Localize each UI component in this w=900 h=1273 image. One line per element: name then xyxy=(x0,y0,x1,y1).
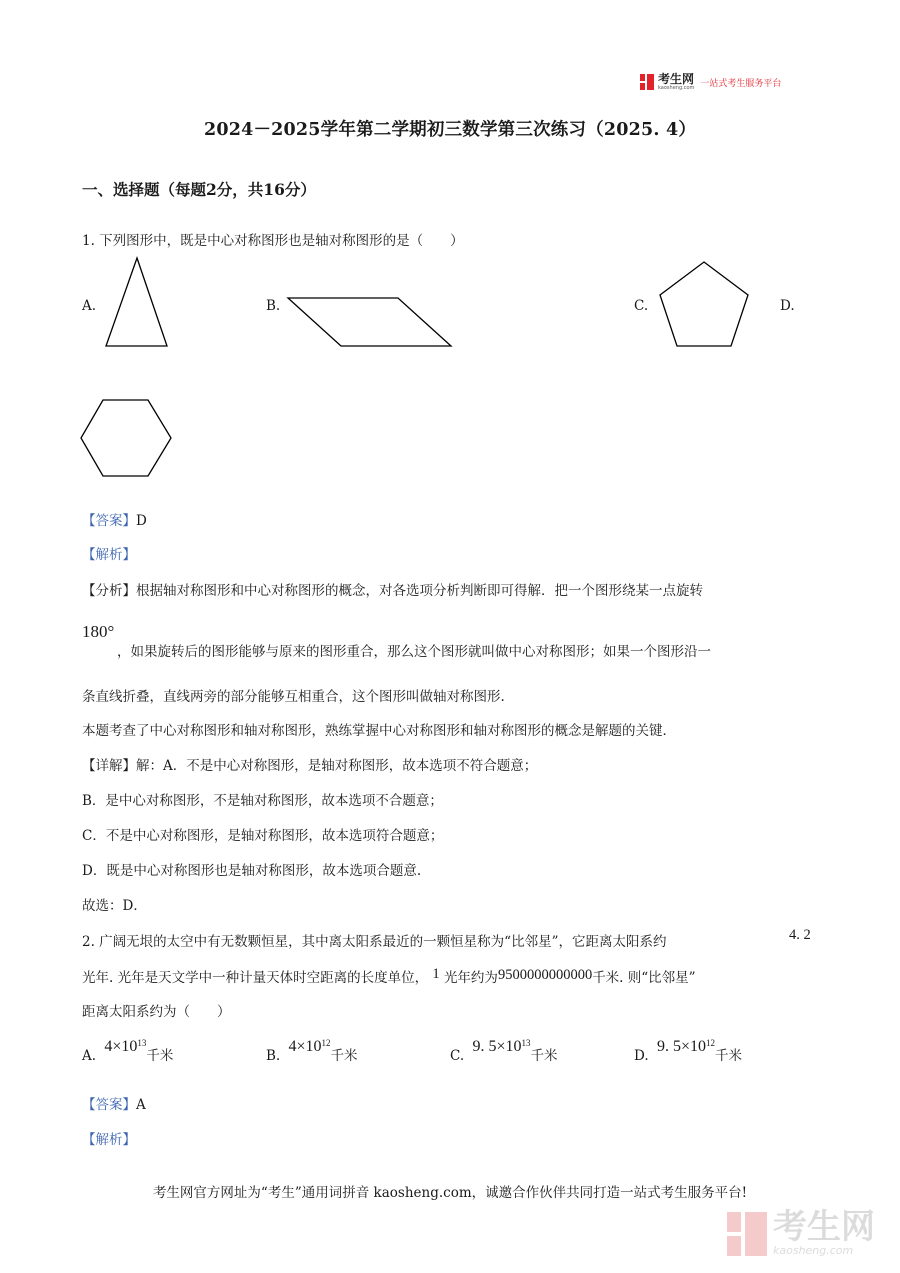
watermark-name: 考生网 xyxy=(773,1207,875,1247)
q2-stem-line: 2. 广阔无垠的太空中有无数颗恒星，其中离太阳系最近的一颗恒星称为“比邻星”，它距离太阳系约 xyxy=(82,934,667,950)
q1-analysis-line: 条直线折叠，直线两旁的部分能够互相重合，这个图形叫做轴对称图形. xyxy=(82,689,505,705)
option-exponent: 13 xyxy=(137,1037,147,1048)
option-label: D. xyxy=(634,1048,649,1064)
logo-slogan: 一站式考生服务平台 xyxy=(700,78,782,89)
q1-analysis-line: ，如果旋转后的图形能够与原来的图形重合，那么这个图形就叫做中心对称图形；如果一个图形沿一 xyxy=(117,644,711,660)
option-unit: 千米 xyxy=(714,1048,742,1064)
answer-value: A xyxy=(136,1097,146,1113)
q1-analysis-line: 本题考查了中心对称图形和轴对称图形，熟练掌握中心对称图形和轴对称图形的概念是解题的关键． xyxy=(82,723,676,739)
q1-analysis-line: 【分析】根据轴对称图形和中心对称图形的概念，对各选项分析判断即可得解．把一个图形绕某一点旋转 xyxy=(82,583,703,599)
q1-detail-line: B．是中心对称图形，不是轴对称图形，故本选项不合题意； xyxy=(82,793,443,809)
header-logo xyxy=(640,72,781,92)
q2-option-b xyxy=(266,1037,358,1065)
option-exponent: 12 xyxy=(321,1037,331,1048)
q1-option-a-label: A. xyxy=(82,298,97,314)
watermark xyxy=(727,1207,875,1257)
logo-name: 考生网 xyxy=(658,71,695,86)
q2-analysis-tag: 【解析】 xyxy=(82,1132,136,1148)
q2-answer xyxy=(82,1093,146,1113)
answer-tag: 【答案】 xyxy=(82,1097,136,1113)
option-exponent: 12 xyxy=(705,1037,715,1048)
option-base: 9. 5×10 xyxy=(656,1038,706,1055)
q2-stem-part: 千米. 则“比邻星” xyxy=(592,970,696,986)
q1-option-b-label: B. xyxy=(266,298,281,314)
option-label: B. xyxy=(266,1048,281,1064)
section-heading: 一、选择题（每题2分，共16分） xyxy=(82,180,316,199)
parallelogram-figure xyxy=(285,294,457,350)
q1-stem: 1. 下列图形中，既是中心对称图形也是轴对称图形的是（ ） xyxy=(82,233,464,249)
q2-stem-part: 光年. 光年是天文学中一种计量天体时空距离的长度单位， xyxy=(82,970,429,986)
angle-value: 180° xyxy=(82,622,115,641)
q2-stem-line: 距离太阳系约为（ ） xyxy=(82,1004,231,1020)
q2-option-c xyxy=(450,1037,558,1065)
q1-detail-line: 【详解】解：A．不是中心对称图形，是轴对称图形，故本选项不符合题意； xyxy=(82,758,538,774)
footer-text: 考生网官方网址为“考生”通用词拼音 kaosheng.com，诚邀合作伙伴共同打造一站式考生服务平台! xyxy=(152,1185,748,1201)
option-exponent: 13 xyxy=(521,1037,531,1048)
option-label: A. xyxy=(82,1048,97,1064)
q1-detail-line: C．不是中心对称图形，是轴对称图形，故本选项符合题意； xyxy=(82,828,444,844)
distance-value: 4. 2 xyxy=(789,927,811,943)
logo-url: kaosheng.com xyxy=(658,84,695,91)
kaosheng-watermark-icon xyxy=(727,1212,767,1256)
one-value: 1 xyxy=(432,966,440,982)
option-base: 9. 5×10 xyxy=(472,1038,522,1055)
q2-option-d xyxy=(634,1037,742,1065)
option-unit: 千米 xyxy=(530,1048,558,1064)
q1-analysis-tag: 【解析】 xyxy=(82,547,136,563)
option-unit: 千米 xyxy=(330,1048,358,1064)
kaosheng-logo-icon xyxy=(640,74,654,90)
q1-conclusion: 故选：D． xyxy=(82,898,147,914)
q2-stem-part: 光年约为 xyxy=(443,970,498,986)
option-unit: 千米 xyxy=(146,1048,174,1064)
q1-answer xyxy=(82,509,147,529)
pentagon-figure xyxy=(655,258,755,350)
page-title: 2024－2025学年第二学期初三数学第三次练习（2025. 4） xyxy=(203,120,697,140)
answer-value: D xyxy=(136,513,147,529)
q1-option-c-label: C. xyxy=(634,298,649,314)
q1-detail-line: D．既是中心对称图形也是轴对称图形，故本选项合题意. xyxy=(82,863,422,879)
triangle-figure xyxy=(100,255,172,350)
q2-stem-line xyxy=(82,966,696,987)
watermark-url: kaosheng.com xyxy=(773,1244,854,1257)
option-label: C. xyxy=(450,1048,465,1064)
answer-tag: 【答案】 xyxy=(82,513,136,529)
hexagon-figure xyxy=(78,396,176,480)
option-base: 4×10 xyxy=(288,1038,322,1055)
big-number: 9500000000000 xyxy=(497,967,593,983)
q2-option-a xyxy=(82,1037,174,1065)
option-base: 4×10 xyxy=(104,1038,138,1055)
q1-option-d-label: D. xyxy=(780,298,795,314)
